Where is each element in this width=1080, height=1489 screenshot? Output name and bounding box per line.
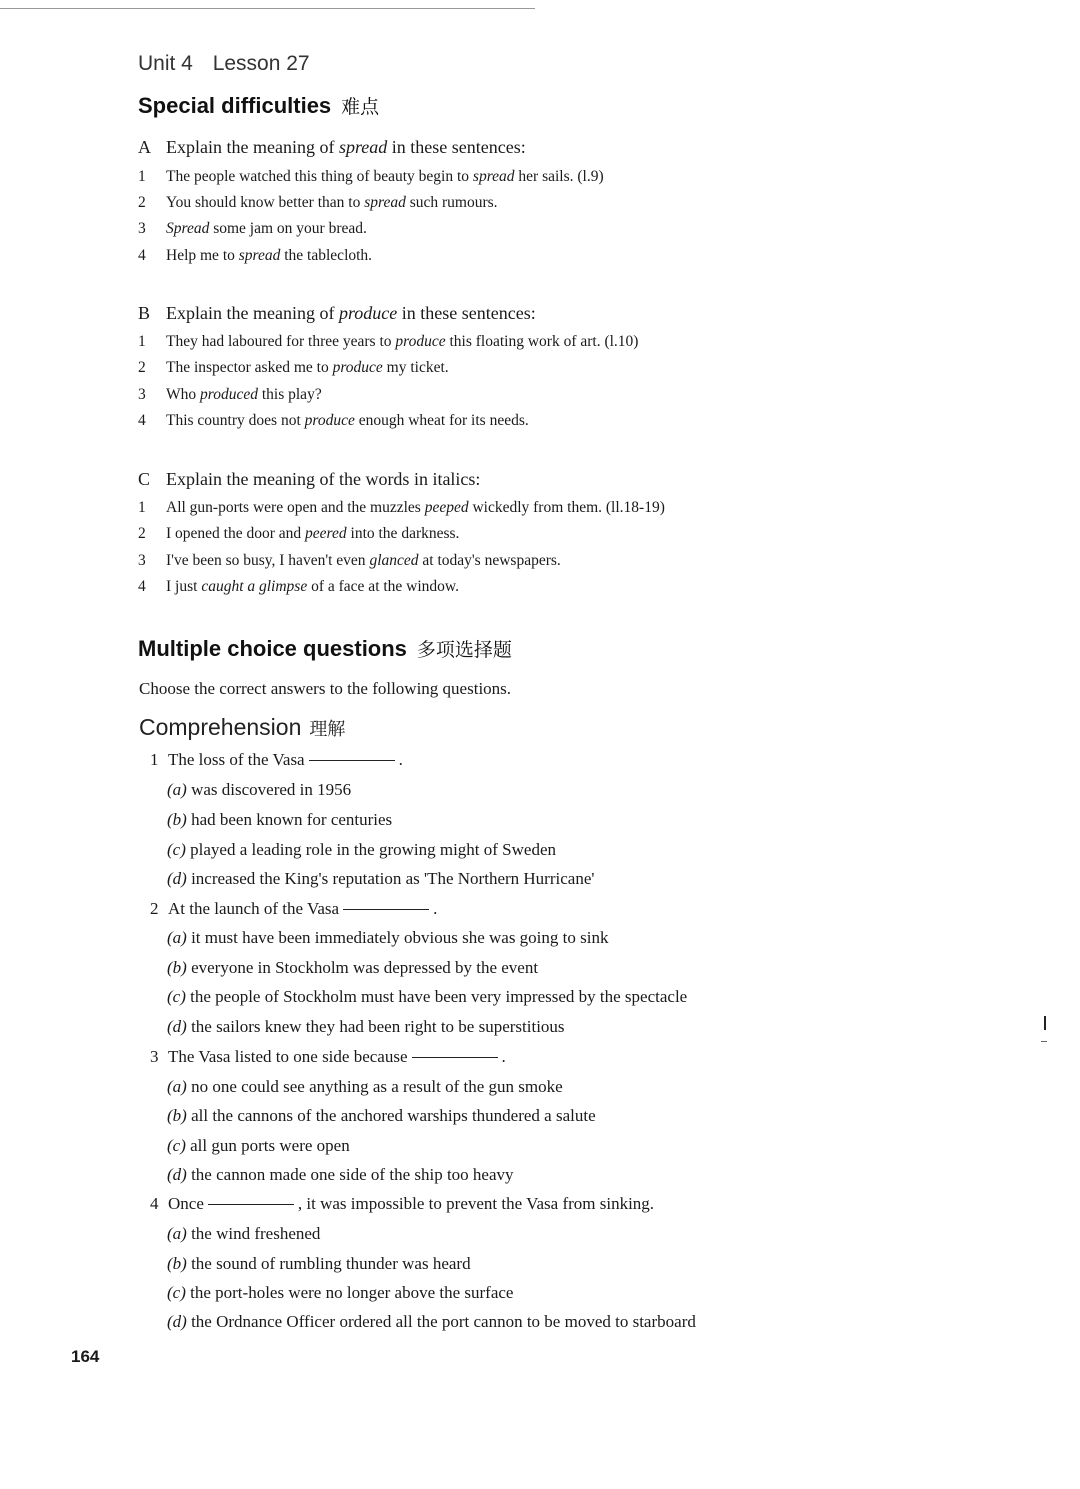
sentence-b4: 4 This country does not produce enough wheat for its needs. xyxy=(138,412,529,429)
unit-lesson-header xyxy=(138,52,324,76)
margin-mark xyxy=(1044,1016,1046,1030)
exercise-a-instruction: A Explain the meaning of spread in these sentences: xyxy=(138,137,526,157)
option-2b: (b) everyone in Stockholm was depressed by the event xyxy=(167,958,539,977)
comprehension-heading: Comprehension 理解 xyxy=(139,714,346,740)
margin-mark-dash xyxy=(1041,1041,1047,1042)
sentence-a3: 3 Spread some jam on your bread. xyxy=(138,220,367,237)
option-1c: (c) played a leading role in the growing might of Sweden xyxy=(167,840,557,859)
sentence-b3: 3 Who produced this play? xyxy=(138,386,322,403)
option-3b: (b) all the cannons of the anchored warships thundered a salute xyxy=(167,1106,596,1125)
exercise-b-instruction: B Explain the meaning of produce in these sentences: xyxy=(138,303,536,323)
unit-label: Unit 4 xyxy=(138,52,193,75)
question-2: 2 At the launch of the Vasa . xyxy=(150,899,438,918)
option-1b: (b) had been known for centuries xyxy=(167,810,393,829)
option-1d: (d) increased the King's reputation as 'The Northern Hurricane' xyxy=(167,869,595,888)
sentence-c3: 3 I've been so busy, I haven't even glanced at today's newspapers. xyxy=(138,552,561,569)
comprehension-cn: 理解 xyxy=(309,719,346,740)
special-difficulties-cn: 难点 xyxy=(341,96,380,118)
page-number: 164 xyxy=(71,1347,100,1366)
answer-blank xyxy=(309,759,395,761)
option-3d: (d) the cannon made one side of the ship too heavy xyxy=(167,1165,514,1184)
question-4: 4 Once , it was impossible to prevent the Vasa from sinking. xyxy=(150,1194,655,1213)
sentence-b2: 2 The inspector asked me to produce my ticket. xyxy=(138,359,449,376)
option-3c: (c) all gun ports were open xyxy=(167,1136,350,1155)
lesson-label: Lesson 27 xyxy=(212,52,310,75)
sentence-a4: 4 Help me to spread the tablecloth. xyxy=(138,247,373,264)
multiple-choice-intro: Choose the correct answers to the following questions. xyxy=(139,679,512,698)
option-2d: (d) the sailors knew they had been right to be superstitious xyxy=(167,1017,565,1036)
option-4c: (c) the port-holes were no longer above the surface xyxy=(167,1283,514,1302)
option-3a: (a) no one could see anything as a result of the gun smoke xyxy=(167,1077,563,1096)
option-2c: (c) the people of Stockholm must have been very impressed by the spectacle xyxy=(167,987,688,1006)
sentence-a2: 2 You should know better than to spread such rumours. xyxy=(138,194,498,211)
answer-blank xyxy=(343,908,429,910)
option-4a: (a) the wind freshened xyxy=(167,1224,321,1243)
sentence-a1: 1 The people watched this thing of beauty begin to spread her sails. (l.9) xyxy=(138,168,604,185)
multiple-choice-heading: Multiple choice questions 多项选择题 xyxy=(138,636,512,661)
multiple-choice-cn: 多项选择题 xyxy=(416,639,512,661)
option-1a: (a) was discovered in 1956 xyxy=(167,780,352,799)
answer-blank xyxy=(412,1056,498,1058)
option-4d: (d) the Ordnance Officer ordered all the port cannon to be moved to starboard xyxy=(167,1312,696,1331)
option-4b: (b) the sound of rumbling thunder was heard xyxy=(167,1254,471,1273)
question-1: 1 The loss of the Vasa . xyxy=(150,750,403,769)
sentence-c4: 4 I just caught a glimpse of a face at the window. xyxy=(138,578,459,595)
sentence-c1: 1 All gun-ports were open and the muzzles peeped wickedly from them. (ll.18-19) xyxy=(138,499,665,516)
question-3: 3 The Vasa listed to one side because . xyxy=(150,1047,506,1066)
answer-blank xyxy=(208,1203,294,1205)
exercise-c-instruction: C Explain the meaning of the words in italics: xyxy=(138,469,481,489)
top-rule xyxy=(0,8,535,9)
sentence-b1: 1 They had laboured for three years to produce this floating work of art. (l.10) xyxy=(138,333,639,350)
special-difficulties-heading: Special difficulties 难点 xyxy=(138,93,380,118)
option-2a: (a) it must have been immediately obvious she was going to sink xyxy=(167,928,609,947)
sentence-c2: 2 I opened the door and peered into the darkness. xyxy=(138,525,460,542)
